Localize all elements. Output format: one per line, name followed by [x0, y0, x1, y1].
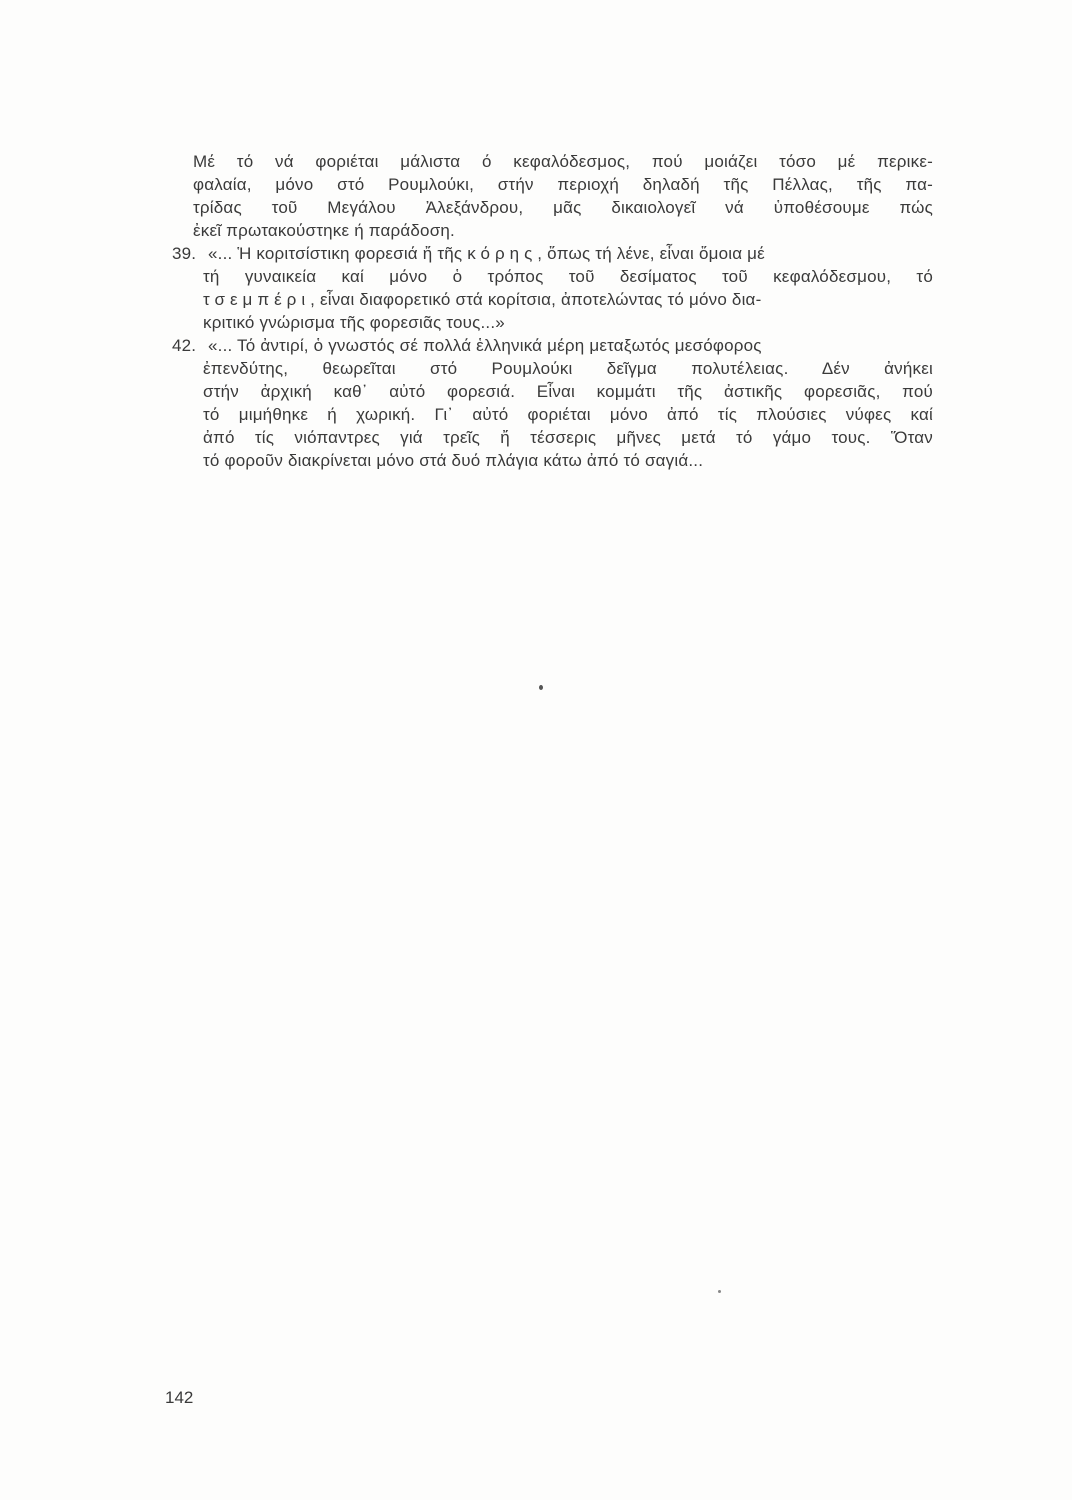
paragraph-line: Μέ τό νά φοριέται μάλιστα ό κεφαλόδεσμος, πού μοιάζει τόσο μέ περικε-	[193, 152, 933, 171]
note-text: , ὅπως τή λένε, εἶναι ὅμοια μέ	[537, 244, 765, 263]
paragraph-line: τρίδας τοῦ Μεγάλου Ἀλεξάνδρου, μᾶς δικαιολογεῖ νά ὑποθέσουμε πώς	[193, 198, 933, 217]
note-number: 42.	[172, 336, 197, 355]
note-spaced-word: κόρης	[467, 244, 538, 263]
note-39-line: τή γυναικεία καί μόνο ὁ τρόπος τοῦ δεσίματος τοῦ κεφαλόδεσμου, τό	[203, 267, 933, 286]
note-39-line	[193, 288, 933, 311]
note-42-line: τό μιμήθηκε ή χωρική. Γι᾽ αὐτό φοριέται μόνο ἀπό τίς πλούσιες νύφες καί	[203, 405, 933, 424]
note-text: «... Ἡ κοριτσίστικη φορεσιά ἤ τῆς	[208, 244, 468, 263]
scan-speck	[718, 1290, 721, 1293]
note-42-line	[172, 334, 933, 357]
note-39-line	[172, 242, 933, 265]
note-text: «... Τό ἀντιρί, ὁ γνωστός σέ πολλά ἑλληνικά μέρη μεταξωτός μεσόφορος	[208, 336, 762, 355]
note-number: 39.	[172, 244, 197, 263]
page-number: 142	[165, 1388, 194, 1407]
note-42-line: ἀπό τίς νιόπαντρες γιά τρεῖς ἤ τέσσερις μῆνες μετά τό γάμο τους. Ὅταν	[203, 428, 933, 447]
note-42-line: ἐπενδύτης, θεωρεῖται στό Ρουμλούκι δεῖγμα πολυτέλειας. Δέν ἀνήκει	[203, 359, 933, 378]
paragraph-line: φαλαία, μόνο στό Ρουμλούκι, στήν περιοχή δηλαδή τῆς Πέλλας, τῆς πα-	[193, 175, 933, 194]
scan-speck	[539, 685, 543, 690]
main-text	[172, 150, 933, 472]
note-42-line: τό φοροῦν διακρίνεται μόνο στά δυό πλάγια κάτω ἀπό τό σαγιά...	[203, 451, 704, 470]
note-39-line: κριτικό γνώρισμα τῆς φορεσιᾶς τους...»	[203, 313, 505, 332]
note-spaced-word: τσεμπέρι	[203, 290, 311, 309]
paragraph-line: ἐκεῖ πρωτακούστηκε ή παράδοση.	[193, 221, 455, 240]
note-42-line: στήν ἀρχική καθ᾽ αὐτό φορεσιά. Εἶναι κομμάτι τῆς ἀστικῆς φορεσιᾶς, πού	[203, 382, 933, 401]
note-text: , εἶναι διαφορετικό στά κορίτσια, ἀποτελώντας τό μόνο δια-	[310, 290, 762, 309]
